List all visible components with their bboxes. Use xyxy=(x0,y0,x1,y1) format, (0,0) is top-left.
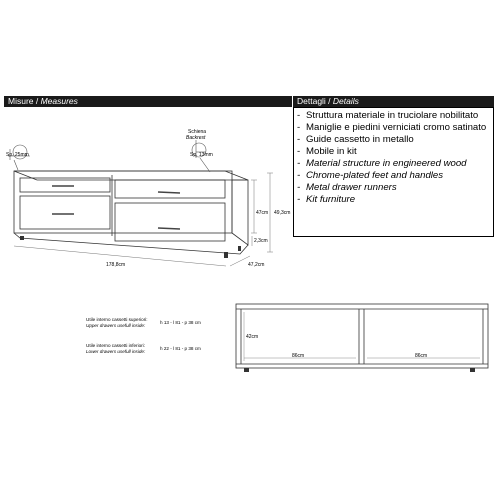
width-label: 178,8cm xyxy=(106,262,126,268)
details-item: - Kit furniture xyxy=(297,194,492,206)
details-item: - Guide cassetto in metallo xyxy=(297,134,492,146)
details-item: - Mobile in kit xyxy=(297,146,492,158)
thickness-back-label: Sp. 13mm xyxy=(190,152,213,158)
inner-height-label: 42cm xyxy=(246,334,259,340)
handle-bottom-right xyxy=(158,228,180,229)
cabinet-top xyxy=(14,171,248,180)
details-item: - Maniglie e piedini verniciati cromo satinato xyxy=(297,122,492,134)
foot-front-right xyxy=(224,252,228,258)
measures-header-it: Misure / xyxy=(8,96,41,106)
handle-top-right xyxy=(158,192,180,193)
cabinet-front-elevation xyxy=(236,304,488,368)
elevation-foot-right xyxy=(470,368,475,372)
foot-back-right xyxy=(238,246,241,251)
cabinet-side xyxy=(232,180,248,245)
lower-drawers-note-en: Lower drawers usefull inside: xyxy=(86,349,146,354)
inner-width-left-label: 86cm xyxy=(292,353,305,359)
lower-drawers-values: h 22 - l 81 - p 38 cm xyxy=(160,346,201,351)
upper-drawers-note-it: Utile interno cassetti superiori: xyxy=(86,317,148,322)
drawer-bottom-right xyxy=(115,203,225,241)
inner-width-right-label: 86cm xyxy=(415,353,428,359)
details-item: - Chrome-plated feet and handles xyxy=(297,170,492,182)
backrest-label-it: Schiena xyxy=(188,129,207,135)
feet-height-label: 2,3cm xyxy=(254,238,268,244)
upper-drawers-note-en: Upper drawers usefull inside: xyxy=(86,323,146,328)
depth-label: 47,2cm xyxy=(248,262,265,268)
backrest-label-en: Backrest xyxy=(186,135,206,141)
details-header-en: Details xyxy=(332,96,359,106)
drawer-top-right xyxy=(115,180,225,198)
details-item: - Struttura materiale in truciolare nobilitato xyxy=(297,110,492,122)
details-item: - Metal drawer runners xyxy=(297,182,492,194)
upper-drawers-values: h 13 - l 81 - p 38 cm xyxy=(160,320,201,325)
drawer-bottom-left xyxy=(20,196,110,229)
measures-header-en: Measures xyxy=(40,96,78,106)
thickness-left-label: Sp. 25mm xyxy=(6,152,29,158)
height-total-label: 49,3cm xyxy=(274,210,291,216)
details-header-it: Dettagli / xyxy=(297,96,333,106)
elevation-foot-left xyxy=(244,368,249,372)
details-item: - Material structure in engineered wood xyxy=(297,158,492,170)
lower-drawers-note-it: Utile interno cassetti inferiori: xyxy=(86,343,145,348)
foot-front-left xyxy=(20,236,24,240)
height-body-label: 47cm xyxy=(256,210,269,216)
